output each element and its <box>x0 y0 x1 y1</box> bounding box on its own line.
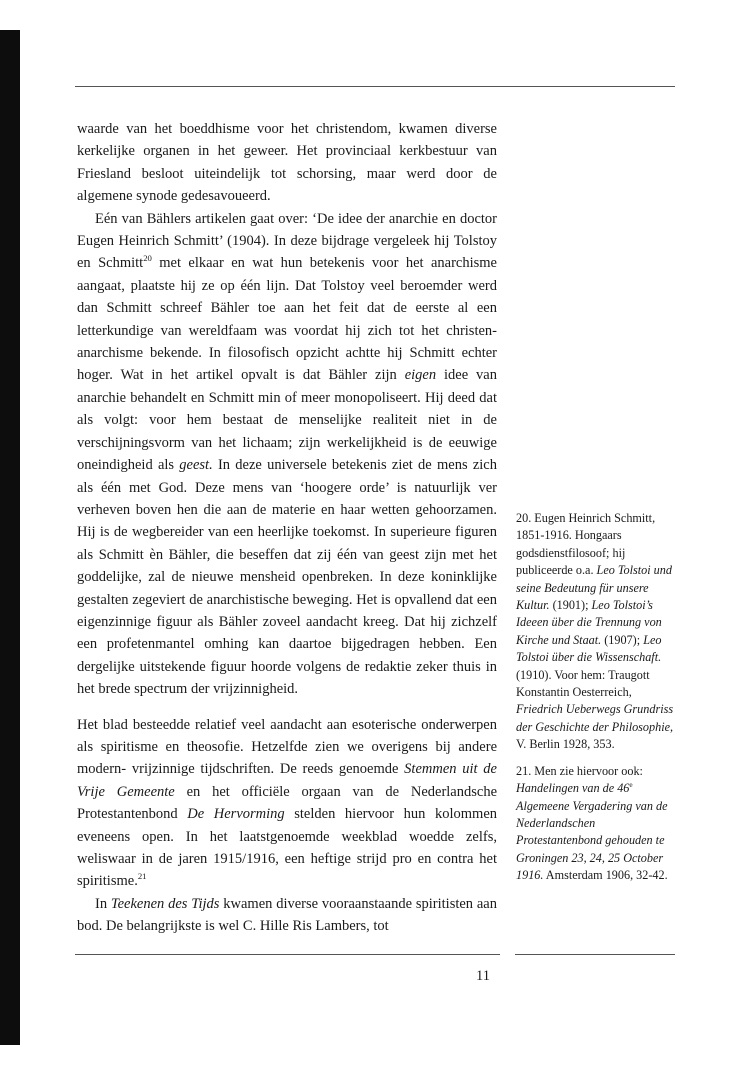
bottom-rule-notes <box>515 954 675 955</box>
main-text-column <box>77 118 497 938</box>
footnote-ref-20[interactable]: 20 <box>143 253 152 264</box>
top-rule <box>75 86 675 87</box>
paragraph-2: Eén van Bählers artikelen gaat over: ‘De idee der anarchie en doctor Eugen Heinrich Schmitt’ (1904). In deze bijdrage vergeleek hij Tolstoy en Schmitt$^{20}$ met elkaar en wat hun betekenis voor het anarchisme aangaat, plaatste hij ze op één lijn. Dat Tolstoy veel beroemder werd dan Schmitt schreef Bähler toe aan het feit dat de eerste al een letterkundige van wereldfaam was voordat hij zich tot het christen-anarchisme bekende. In filosofisch opzicht achtte hij Schmitt echter hoger. Wat in het artikel opvalt is dat Bähler zijn eigen idee van anarchie behandelt en Schmitt min of meer monopoliseert. Hij deed dat als volgt: voor hem bestaat de menselijke realiteit niet in de verschijningsvorm van het lichaam; zijn werkelijkheid is de eeuwige oneindigheid als geest. In deze universele betekenis ziet de mens zich als één met God. Deze mens van ‘hoogere orde’ is natuurlijk ver verheven boven hen die aan de materie en haar wetten gehoorzamen. Hij is de wegbereider van een heerlijke toekomst. In superieure figuren als Schmitt èn Bähler, die beseffen dat zij één van geest zijn met het goddelijke, zal de nieuwe mensheid openbreken. In deze koninklijke gestalten zegeviert de anarchistische beweging. Het is opvallend dat een eigenzinnige figuur als Bähler zoveel aandacht kreeg. Dat hij zichzelf een profetenmantel omhing kan daartoe bijgedragen hebben. Een dergelijke uitstekende figuur hoorde volgens de redaktie zeker thuis in het brede spectrum der vrijzinnigheid. <box>77 210 497 698</box>
paragraph-4: In Teekenen des Tijds kwamen diverse vooraanstaande spiritisten aan bod. De belangrijkste is wel C. Hille Ris Lambers, tot <box>77 895 497 935</box>
footnote-20: 20. Eugen Heinrich Schmitt, 1851-1916. Hongaars godsdienstfilosoof; hij publiceerde o.a. Leo Tolstoi und seine Bedeutung für unsere Kultur. (1901); Leo Tolstoi’s Ideeen über die Trennung von Kirche und Staat. (1907); Leo Tolstoi über die Wissenschaft. (1910). Voor hem: Traugott Konstantin Oesterreich, Friedrich Ueberwegs Grundriss der Geschichte der Philosophie, V. Berlin 1928, 353. <box>516 511 674 752</box>
paragraph-3: Het blad besteedde relatief veel aandacht aan esoterische onderwerpen als spiritisme en theosofie. Hetzelfde zien we overigens bij andere modern- vrijzinnige tijdschriften. De reeds genoemde Stemmen uit de Vrije Gemeente en het officiële orgaan van de Nederlandsche Protestantenbond De Hervorming stelden hiervoor hun kolommen eveneens open. In het laatstgenoemde weekblad woedde zelfs, weliswaar in de jaren 1915/1916, een heftige strijd pro en contra het spiritisme.$^{21}$ <box>77 716 498 890</box>
paragraph-1: waarde van het boeddhisme voor het christendom, kwamen diverse kerkelijke organen in het geweer. Het provinciaal kerkbestuur van Friesland besloot uiteindelijk tot schorsing, maar werd door de algemene synode gedesavoueerd. <box>77 121 497 205</box>
footnote-ref-21[interactable]: 21 <box>137 871 147 882</box>
bottom-rule-main <box>75 954 500 955</box>
margin-notes <box>516 510 681 885</box>
footnote-21: 21. Men zie hiervoor ook: Handelingen van de 46e Algemeene Vergadering van de Nederlandschen Protestantenbond gehouden te Groningen 23, 24, 25 October 1916. Amsterdam 1906, 32-42. <box>516 763 668 883</box>
page-number: 11 <box>476 968 490 984</box>
scan-edge-bar <box>0 30 20 1045</box>
